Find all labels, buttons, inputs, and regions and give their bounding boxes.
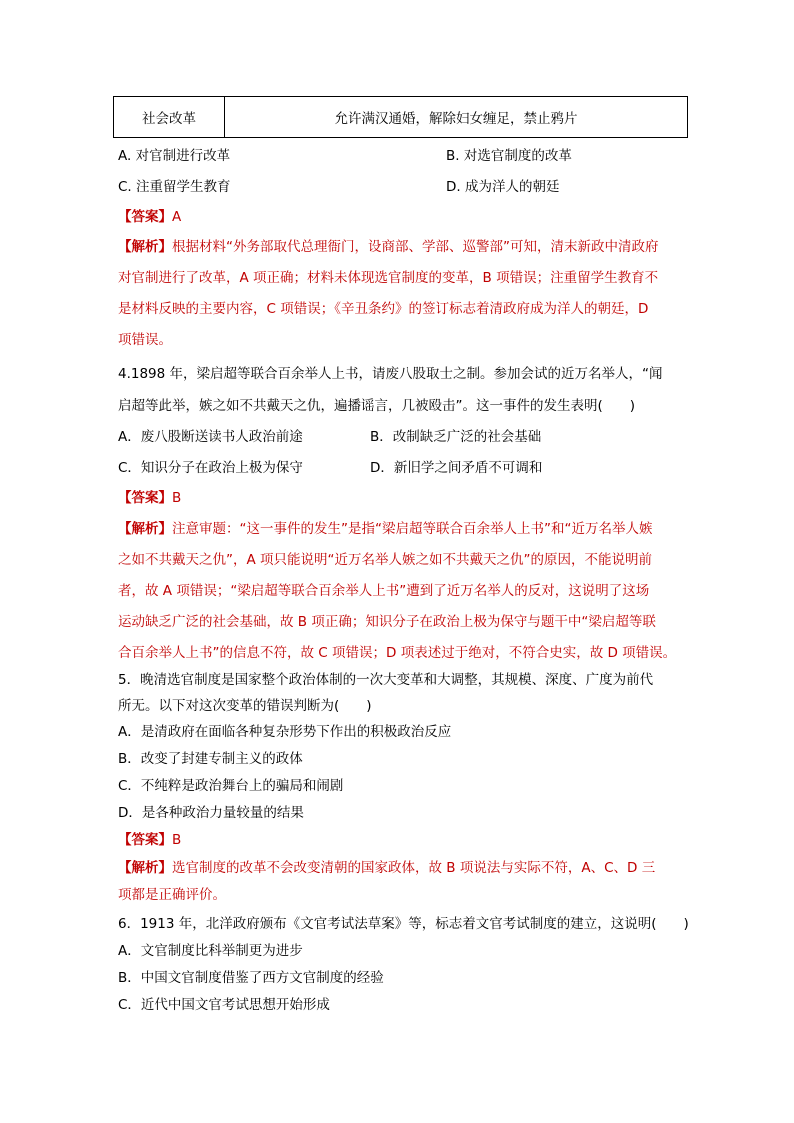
- q4-option-a: A．废八股断送读书人政治前途: [118, 429, 303, 445]
- table-cell-category: 社会改革: [114, 97, 225, 138]
- q3-option-a: A. 对官制进行改革: [118, 148, 231, 164]
- q4-stem-line-2: 启超等此举，嫉之如不共戴天之仇，遍播谣言，几被殴击”。这一事件的发生表明( ): [118, 398, 636, 414]
- q6-option-c: C．近代中国文官考试思想开始形成: [118, 997, 330, 1013]
- q4-analysis-line-5: 合百余举人上书”的信息不符，故 C 项错误；D 项表述过于绝对，不符合史实，故 D 项错误。: [118, 645, 677, 661]
- q3-answer: [118, 207, 181, 227]
- table-row: [114, 97, 688, 138]
- q4-option-c: C．知识分子在政治上极为保守: [118, 460, 303, 476]
- q5-analysis-line-1: 【解析】选官制度的改革不会改变清朝的国家政体，故 B 项说法与实际不符，A、C、D 三: [118, 860, 656, 876]
- analysis-label: 【解析】: [118, 239, 172, 255]
- q4-stem-line-1: 4.1898 年，梁启超等联合百余举人上书，请废八股取士之制。参加会试的近万名举人，“闻: [118, 366, 663, 382]
- answer-value: A: [172, 209, 182, 225]
- q5-answer: [118, 830, 181, 850]
- q5-option-b: B．改变了封建专制主义的政体: [118, 751, 303, 767]
- q3-analysis-line-4: 项错误。: [118, 332, 172, 348]
- q4-option-d: D．新旧学之间矛盾不可调和: [370, 460, 543, 476]
- q4-option-b: B．改制缺乏广泛的社会基础: [370, 429, 542, 445]
- analysis-label: 【解析】: [118, 860, 172, 876]
- q4-analysis-line-1: 【解析】注意审题：“这一事件的发生”是指“梁启超等联合百余举人上书”和“近万名举人嫉: [118, 521, 653, 537]
- q3-option-c: C. 注重留学生教育: [118, 179, 231, 195]
- q3-option-d: D. 成为洋人的朝廷: [446, 179, 560, 195]
- q6-option-a: A．文官制度比科举制更为进步: [118, 943, 303, 959]
- q3-analysis-line-2: 对官制进行了改革，A 项正确；材料未体现选官制度的变革，B 项错误；注重留学生教育不: [118, 270, 659, 286]
- q5-option-c: C．不纯粹是政治舞台上的骗局和闹剧: [118, 778, 344, 794]
- q5-option-a: A．是清政府在面临各种复杂形势下作出的积极政治反应: [118, 724, 452, 740]
- q3-analysis-line-3: 是材料反映的主要内容，C 项错误；《辛丑条约》的签订标志着清政府成为洋人的朝廷，D: [118, 301, 649, 317]
- q5-analysis-line-2: 项都是正确评价。: [118, 887, 226, 903]
- q5-stem-line-2: 所无。以下对这次变革的错误判断为( ): [118, 698, 372, 714]
- q6-stem-line-1: 6．1913 年，北洋政府颁布《文官考试法草案》等，标志着文官考试制度的建立，这说明( ): [118, 916, 689, 932]
- q4-analysis-line-4: 运动缺乏广泛的社会基础，故 B 项正确；知识分子在政治上极为保守与题干中“梁启超等联: [118, 614, 656, 630]
- q5-stem-line-1: 5．晚清选官制度是国家整个政治体制的一次大变革和大调整，其规模、深度、广度为前代: [118, 672, 654, 688]
- answer-label: 【答案】: [118, 490, 172, 506]
- reform-table: [113, 96, 688, 138]
- q3-analysis-line-1: 【解析】根据材料“外务部取代总理衙门，设商部、学部、巡警部”可知，清末新政中清政府: [118, 239, 659, 255]
- q3-option-b: B. 对选官制度的改革: [446, 148, 572, 164]
- q5-option-d: D．是各种政治力量较量的结果: [118, 805, 304, 821]
- q4-analysis-line-2: 之如不共戴天之仇”，A 项只能说明“近万名举人嫉之如不共戴天之仇”的原因，不能说明前: [118, 552, 653, 568]
- answer-value: B: [172, 490, 182, 506]
- table-cell-content: 允许满汉通婚，解除妇女缠足，禁止鸦片: [225, 97, 688, 138]
- answer-label: 【答案】: [118, 832, 172, 848]
- answer-value: B: [172, 832, 182, 848]
- q4-analysis-line-3: 者，故 A 项错误；“梁启超等联合百余举人上书”遭到了近万名举人的反对，这说明了这场: [118, 583, 650, 599]
- answer-label: 【答案】: [118, 209, 172, 225]
- analysis-label: 【解析】: [118, 521, 172, 537]
- q4-answer: [118, 488, 181, 508]
- q6-option-b: B．中国文官制度借鉴了西方文官制度的经验: [118, 970, 384, 986]
